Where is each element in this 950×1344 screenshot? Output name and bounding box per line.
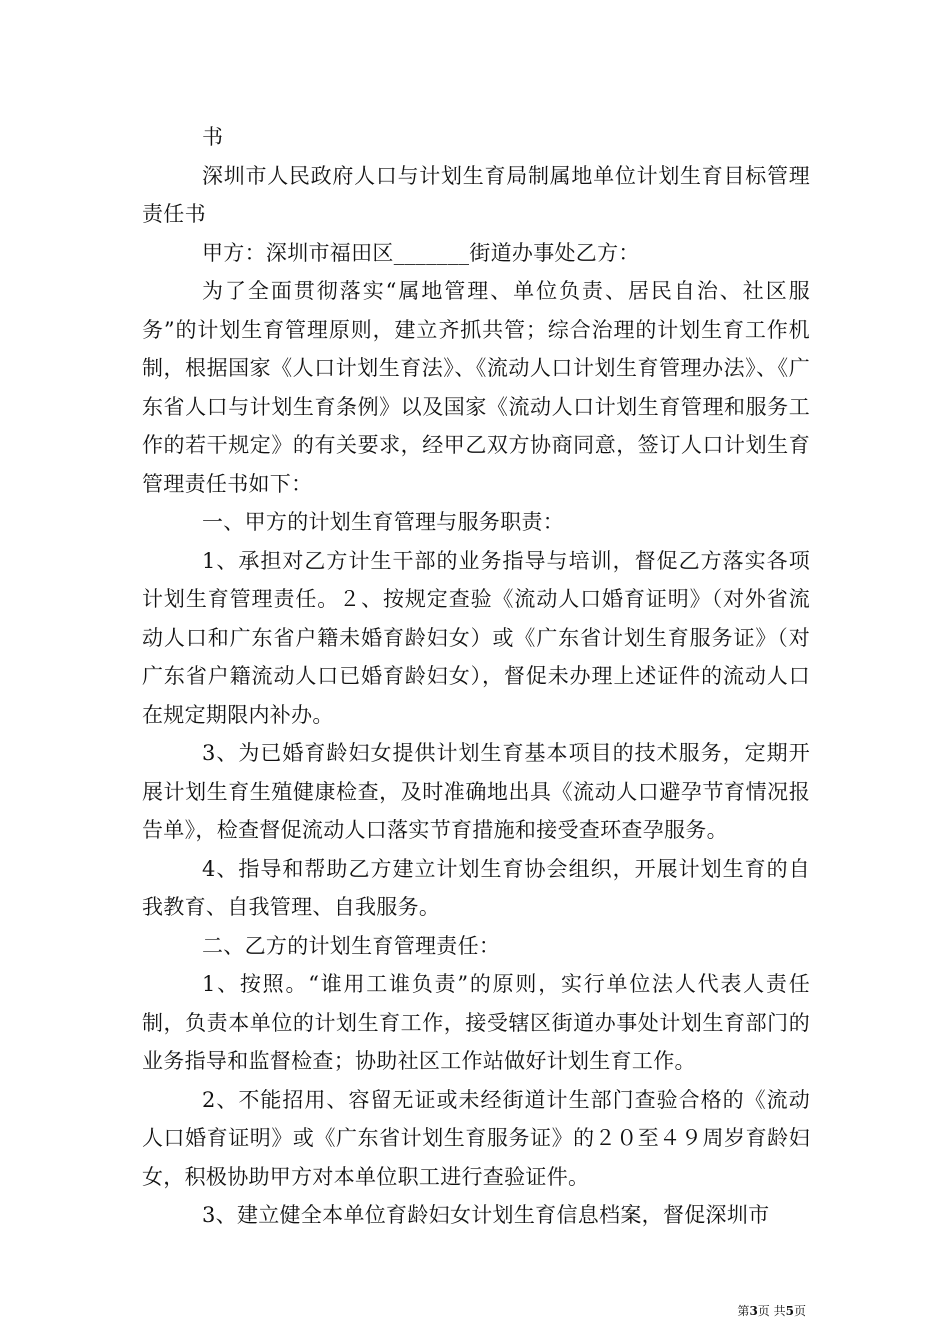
paragraph-title: 深圳市人民政府人口与计划生育局制属地单位计划生育目标管理责任书 (142, 163, 810, 226)
paragraph-b-item-1: 1、按照。“谁用工谁负责”的原则，实行单位法人代表人责任制，负责本单位的计划生育工作，接受辖区街道办事处计划生育部门的业务指导和监督检查；协助社区工作站做好计划生育工作。 (142, 972, 810, 1073)
document-body (142, 118, 810, 1235)
footer-total-pages: 5 (785, 1304, 794, 1318)
section-heading-party-b: 二、乙方的计划生育管理责任： (202, 933, 501, 958)
footer-suffix: 页 (793, 1304, 806, 1318)
paragraph-b-item-3: 3、建立健全本单位育龄妇女计划生育信息档案，督促深圳市 (202, 1203, 770, 1227)
paragraph-item-4: 4、指导和帮助乙方建立计划生育协会组织，开展计划生育的自我教育、自我管理、自我服务。 (142, 856, 810, 919)
paragraph-party-a: 甲方：深圳市福田区_______街道办事处乙方： (202, 240, 640, 265)
section-heading-party-a: 一、甲方的计划生育管理与服务职责： (202, 510, 565, 534)
footer-prefix: 第 (737, 1304, 750, 1318)
footer-middle: 页 共 (757, 1304, 786, 1318)
paragraph-item-1: 1、承担对乙方计生干部的业务指导与培训，督促乙方落实各项计划生育管理责任。２、按规定查验《流动人口婚育证明》（对外省流动人口和广东省户籍未婚育龄妇女）或《广东省计划生育服务证》（对广东省户籍流动人口已婚育龄妇女），督促未办理上述证件的流动人口在规定期限内补办。 (142, 548, 810, 727)
footer-current-page: 3 (749, 1304, 758, 1318)
page-number-footer (737, 1302, 806, 1319)
paragraph-preamble: 为了全面贯彻落实“属地管理、单位负责、居民自治、社区服务”的计划生育管理原则，建立齐抓共管；综合治理的计划生育工作机制，根据国家《人口计划生育法》、《流动人口计划生育管理办法》、《广东省人口与计划生育条例》以及国家《流动人口计划生育管理和服务工作的若干规定》的有关要求，经甲乙双方协商同意，签订人口计划生育管理责任书如下： (142, 279, 810, 496)
paragraph-item-3: 3、为已婚育龄妇女提供计划生育基本项目的技术服务，定期开展计划生育生殖健康检查，及时准确地出具《流动人口避孕节育情况报告单》，检查督促流动人口落实节育措施和接受查环查孕服务。 (142, 741, 810, 842)
paragraph-heading-fragment: 书 (202, 125, 224, 149)
paragraph-b-item-2: 2、不能招用、容留无证或未经街道计生部门查验合格的《流动人口婚育证明》或《广东省计划生育服务证》的２０至４９周岁育龄妇女，积极协助甲方对本单位职工进行查验证件。 (142, 1087, 810, 1189)
